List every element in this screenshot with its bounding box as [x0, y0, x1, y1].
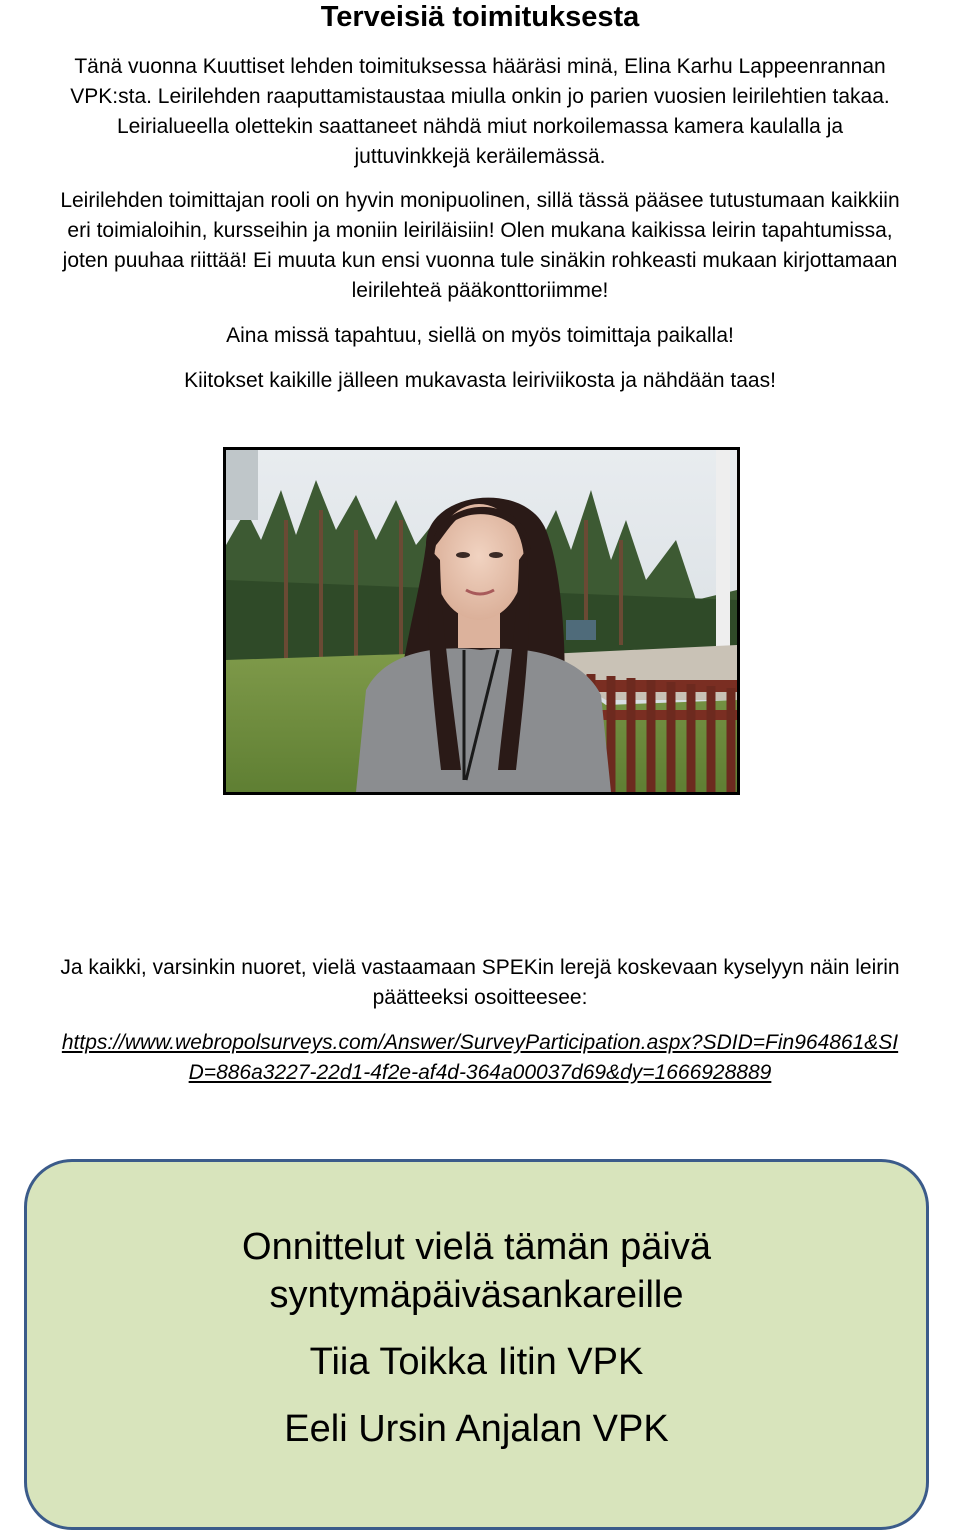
survey-paragraph [0, 953, 960, 1013]
survey-line: päätteeksi osoitteesee: [372, 986, 588, 1009]
role-line: Leirilehden toimittajan rooli on hyvin monipuolinen, sillä tässä pääsee tutustumaan kaikkiin [60, 189, 900, 212]
birthday-heroes: syntymäpäiväsankareille [269, 1274, 684, 1316]
survey-line: Ja kaikki, varsinkin nuoret, vielä vastaamaan SPEKin lerejä koskevaan kyselyyn näin leirin [60, 956, 900, 979]
survey-link[interactable] [0, 1028, 960, 1088]
intro-line: juttuvinkkejä keräilemässä. [354, 145, 606, 168]
birthday-name: Eeli Ursin Anjalan VPK [284, 1408, 669, 1450]
thanks-line: Kiitokset kaikille jälleen mukavasta leiriviikosta ja nähdään taas! [184, 369, 776, 392]
intro-line: Leirialueella olettekin saattaneet nähdä miut norkoilemassa kamera kaulalla ja [116, 115, 844, 138]
role-line: joten puuhaa riittää! Ei muuta kun ensi vuonna tule sinäkin rohkeasti mukaan kirjottamaan [62, 249, 898, 272]
intro-line: Tänä vuonna Kuuttiset lehden toimituksessa hääräsi minä, Elina Karhu Lappeenrannan [74, 55, 886, 78]
role-paragraph [0, 186, 960, 306]
birthday-box [24, 1159, 929, 1530]
motto-line: Aina missä tapahtuu, siellä on myös toimittaja paikalla! [226, 324, 734, 347]
birthday-name: Tiia Toikka Iitin VPK [309, 1341, 644, 1383]
portrait-image [226, 450, 737, 792]
page-title: Terveisiä toimituksesta [320, 1, 640, 33]
intro-line: VPK:sta. Leirilehden raaputtamistaustaa miulla onkin jo parien vuosien leirilehtien takaa. [70, 85, 890, 108]
intro-paragraph [0, 52, 960, 172]
survey-link-line[interactable]: D=886a3227-22d1-4f2e-af4d-364a00037d69&dy=1666928889 [188, 1061, 772, 1084]
editor-photo [223, 447, 740, 795]
thanks-paragraph [0, 366, 960, 396]
survey-link-line[interactable]: https://www.webropolsurveys.com/Answer/SurveyParticipation.aspx?SDID=Fin964861&SI [61, 1031, 899, 1054]
motto-paragraph [0, 321, 960, 351]
role-line: leirilehteä pääkonttoriimme! [351, 279, 609, 302]
role-line: eri toimialoihin, kursseihin ja moniin leiriläisiin! Olen mukana kaikissa leirin tapahtumissa, [67, 219, 893, 242]
birthday-greeting: Onnittelut vielä tämän päivä [242, 1226, 711, 1268]
